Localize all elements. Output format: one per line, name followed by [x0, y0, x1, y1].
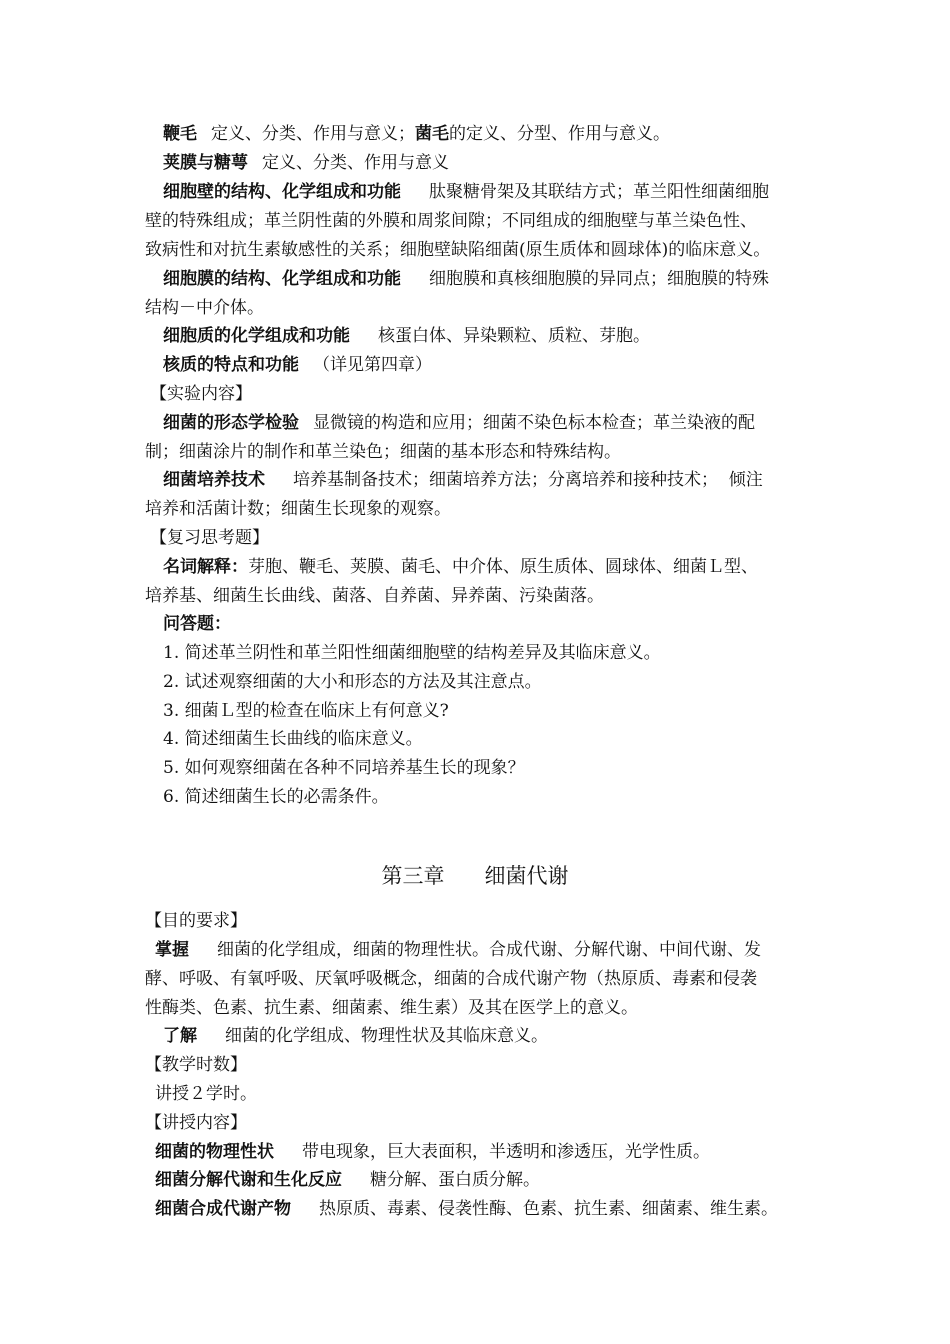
nucleoid-term: 核质的特点和功能	[163, 355, 299, 375]
culture-paragraph: 细菌培养技术 培养基制备技术；细菌培养方法；分离培养和接种技术； 倾注	[163, 470, 763, 490]
master-line-3: 性酶类、色素、抗生素、细菌素、维生素）及其在医学上的意义。	[145, 998, 638, 1018]
flagella-paragraph: 鞭毛 定义、分类、作用与意义；菌毛的定义、分型、作用与意义。	[163, 124, 670, 144]
terms-title: 名词解释：	[163, 557, 248, 577]
understand-term: 了解	[163, 1026, 197, 1046]
understand-paragraph: 了解 细菌的化学组成、物理性状及其临床意义。	[163, 1026, 548, 1046]
morphology-term: 细菌的形态学检验	[163, 413, 299, 433]
culture-line-2: 培养和活菌计数；细菌生长现象的观察。	[145, 499, 451, 519]
master-paragraph: 掌握 细菌的化学组成，细菌的物理性状。合成代谢、分解代谢、中间代谢、发	[155, 940, 761, 960]
morphology-line-2: 制；细菌涂片的制作和革兰染色；细菌的基本形态和特殊结构。	[145, 442, 621, 462]
terms-paragraph: 名词解释：芽胞、鞭毛、荚膜、菌毛、中介体、原生质体、圆球体、细菌Ｌ型、	[163, 557, 758, 577]
products-term: 细菌合成代谢产物	[155, 1199, 291, 1219]
cell-wall-term: 细胞壁的结构、化学组成和功能	[163, 182, 401, 202]
membrane-line-2: 结构－中介体。	[145, 298, 264, 318]
catabolism-paragraph: 细菌分解代谢和生化反应 糖分解、蛋白质分解。	[155, 1170, 540, 1190]
terms-line-2: 培养基、细菌生长曲线、菌落、自养菌、异养菌、污染菌落。	[145, 586, 604, 606]
hours-text: 讲授２学时。	[155, 1084, 257, 1104]
review-section-header: 【复习思考题】	[150, 528, 269, 548]
capsule-paragraph: 荚膜与糖萼 定义、分类、作用与意义	[163, 153, 449, 173]
master-line-2: 酵、呼吸、有氧呼吸、厌氧呼吸概念，细菌的合成代谢产物（热原质、毒素和侵袭	[145, 969, 757, 989]
physical-paragraph: 细菌的物理性状 带电现象，巨大表面积，半透明和渗透压，光学性质。	[155, 1142, 710, 1162]
cell-wall-line-3: 致病性和对抗生素敏感性的关系；细胞壁缺陷细菌(原生质体和圆球体)的临床意义。	[145, 240, 771, 260]
goals-section-header: 【目的要求】	[145, 911, 247, 931]
question-item: 1. 简述革兰阴性和革兰阳性细菌细胞壁的结构差异及其临床意义。	[163, 643, 661, 663]
hours-section-header: 【教学时数】	[145, 1055, 247, 1075]
flagella-term: 鞭毛	[163, 124, 197, 144]
master-term: 掌握	[155, 940, 189, 960]
culture-term: 细菌培养技术	[163, 470, 265, 490]
morphology-paragraph: 细菌的形态学检验 显微镜的构造和应用；细菌不染色标本检查；革兰染液的配	[163, 413, 755, 433]
cytoplasm-paragraph: 细胞质的化学组成和功能 核蛋白体、异染颗粒、质粒、芽胞。	[163, 326, 650, 346]
catabolism-term: 细菌分解代谢和生化反应	[155, 1170, 342, 1190]
experiment-section-header: 【实验内容】	[150, 384, 252, 404]
chapter-title: 细菌代谢	[484, 864, 569, 888]
chapter-number: 第三章	[381, 864, 445, 888]
question-item: 6. 简述细菌生长的必需条件。	[163, 787, 389, 807]
lecture-section-header: 【讲授内容】	[145, 1113, 247, 1133]
nucleoid-paragraph: 核质的特点和功能 （详见第四章）	[163, 355, 432, 375]
question-item: 3. 细菌Ｌ型的检查在临床上有何意义?	[163, 701, 449, 721]
membrane-term: 细胞膜的结构、化学组成和功能	[163, 269, 401, 289]
question-item: 5. 如何观察细菌在各种不同培养基生长的现象？	[163, 758, 525, 778]
chapter-heading	[0, 862, 950, 890]
membrane-paragraph: 细胞膜的结构、化学组成和功能 细胞膜和真核细胞膜的异同点；细胞膜的特殊	[163, 269, 769, 289]
products-paragraph: 细菌合成代谢产物 热原质、毒素、侵袭性酶、色素、抗生素、细菌素、维生素。	[155, 1199, 778, 1219]
question-item: 2. 试述观察细菌的大小和形态的方法及其注意点。	[163, 672, 542, 692]
cell-wall-paragraph: 细胞壁的结构、化学组成和功能 肽聚糖骨架及其联结方式；革兰阳性细菌细胞	[163, 182, 769, 202]
cytoplasm-term: 细胞质的化学组成和功能	[163, 326, 350, 346]
pili-term: 菌毛	[415, 124, 449, 144]
capsule-term: 荚膜与糖萼	[163, 153, 248, 173]
question-item: 4. 简述细菌生长曲线的临床意义。	[163, 729, 423, 749]
physical-term: 细菌的物理性状	[155, 1142, 274, 1162]
qa-title: 问答题：	[163, 614, 231, 634]
cell-wall-line-2: 壁的特殊组成；革兰阴性菌的外膜和周浆间隙；不同组成的细胞壁与革兰染色性、	[145, 211, 757, 231]
